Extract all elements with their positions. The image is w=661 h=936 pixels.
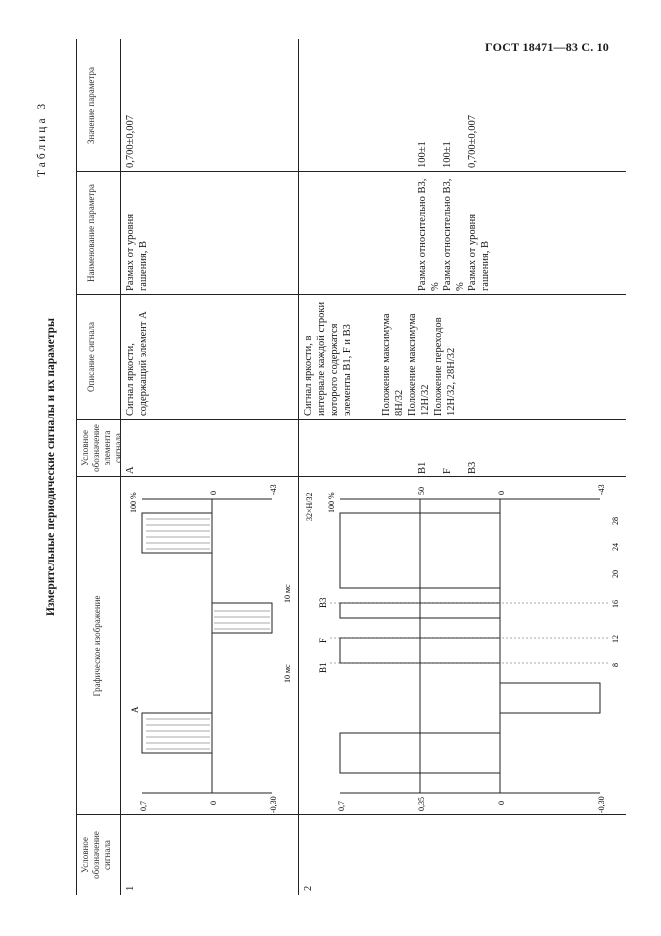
graph1-element-label: А: [130, 706, 140, 713]
row2-parameter: Размах от уровня гашения, В: [467, 213, 491, 291]
row1-parameter: Размах от уровня гашения, В: [125, 213, 149, 291]
row2-element-b3: В3: [467, 461, 478, 474]
graph2-element-label: В1: [318, 662, 328, 673]
row2-element-b1: В1: [417, 461, 428, 474]
col-border-2: [76, 476, 626, 477]
row2-signal: 2: [303, 885, 314, 891]
col-border-4: [76, 294, 626, 295]
graph2-label: -0,30: [597, 796, 606, 813]
row1-description: Сигнал яркости, содержащий элемент А: [125, 311, 149, 416]
row2-value: 100±1: [417, 141, 428, 168]
table-number: Таблица 3: [36, 100, 48, 177]
row2-value: 0,700±0,007: [467, 114, 478, 168]
graph1-dim: 10 мс: [283, 584, 292, 603]
graph1-label: 100 %: [129, 492, 138, 513]
row1-signal: 1: [125, 885, 136, 891]
col-border-5: [76, 171, 626, 172]
graph2-label: 0,35: [417, 797, 426, 811]
row2-description-item: Положение максимума 8H/32: [381, 313, 405, 416]
col-border-1: [76, 814, 626, 815]
graph1-label: -43: [269, 484, 278, 495]
header-parameter: Наименование параметра: [86, 184, 96, 282]
rotated-table-sheet: [36, 39, 626, 895]
graph2-label: 50: [417, 487, 426, 495]
table-title: Измерительные периодические сигналы и их параметры: [45, 317, 57, 617]
graph2-label: 0: [497, 491, 506, 495]
graph2-axis-label: 32×H/32: [305, 492, 314, 521]
graph2-signal-diagram: [300, 479, 622, 813]
graph2-tick: 8: [611, 663, 620, 667]
header-description: Описание сигнала: [86, 322, 96, 392]
row1-element: А: [125, 466, 136, 474]
graph2-tick: 24: [611, 543, 620, 551]
graph1-label: 0,7: [139, 801, 148, 811]
row2-parameter: Размах относительно В3, %: [417, 178, 441, 291]
graph1-dim: 10 мс: [283, 664, 292, 683]
row2-description: Сигнал яркости, в интервале каждой строки которого содержатся элементы В1, F и В3: [303, 301, 353, 416]
header-graphic: Графическое изображение: [92, 595, 102, 697]
table-top-border: [76, 39, 77, 895]
graph2-label: 0: [497, 801, 506, 805]
graph1-signal-diagram: [122, 479, 298, 813]
graph2-element-label: В3: [318, 597, 328, 608]
row-separator: [298, 39, 299, 895]
header-value: Значение параметра: [86, 67, 96, 144]
graph2-tick: 12: [611, 635, 620, 643]
row2-description-item: Положение максимума 12H/32: [407, 313, 431, 416]
graph2-tick: 16: [611, 600, 620, 608]
row1-value: 0,700±0,007: [125, 114, 136, 168]
graph2-label: 100 %: [327, 492, 336, 513]
page-header: ГОСТ 18471—83 С. 10: [485, 40, 609, 54]
graph1-label: 0: [209, 801, 218, 805]
graph1-label: -0,30: [269, 796, 278, 813]
row2-parameter: Размах относительно В3, %: [442, 178, 466, 291]
graph2-label: 0,7: [337, 801, 346, 811]
header-signal: Условное обозначение сигнала: [80, 831, 112, 879]
row2-description-item: Положение переходов 12H/32, 28H/32: [433, 317, 457, 416]
graph2-label: -43: [597, 484, 606, 495]
graph2-tick: 20: [611, 570, 620, 578]
row2-value: 100±1: [442, 141, 453, 168]
header-element: Условное обозначение элемента сигнала: [80, 424, 123, 472]
row2-element-f: F: [442, 468, 453, 474]
graph2-element-label: F: [318, 637, 328, 643]
col-border-3: [76, 419, 626, 420]
graph1-label: 0: [209, 491, 218, 495]
graph2-tick: 28: [611, 517, 620, 525]
